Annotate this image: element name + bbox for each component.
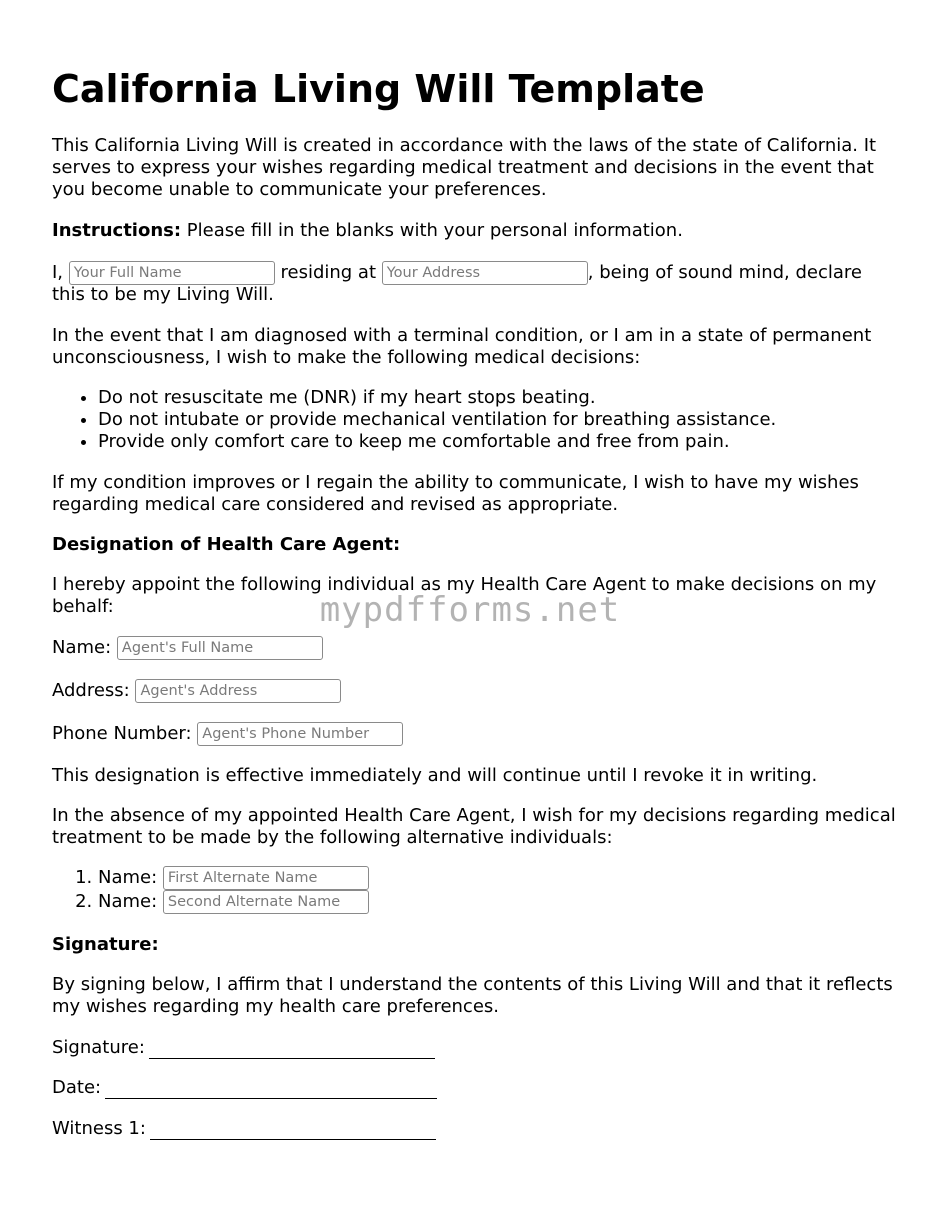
intro-paragraph: This California Living Will is created in accordance with the laws of the state of California. It serves to express your wishes regarding medical treatment and decisions in the event that you become unable to communicate your preferences. bbox=[52, 135, 877, 200]
instructions-label: Instructions: bbox=[52, 220, 182, 241]
decision-item: • Do not resuscitate me (DNR) if my heart stops beating. bbox=[98, 387, 940, 409]
agent-phone-row bbox=[52, 722, 897, 746]
agent-phone-label: Phone Number: bbox=[52, 723, 192, 744]
declaration-middle: residing at bbox=[274, 262, 382, 283]
declaration-prefix: I, bbox=[52, 262, 69, 283]
signature-row bbox=[52, 1037, 897, 1059]
agent-phone-input[interactable]: Agent's Phone Number bbox=[197, 722, 403, 746]
declaration-line-1 bbox=[52, 261, 897, 285]
revision-paragraph: If my condition improves or I regain the ability to communicate, I wish to have my wishes regarding medical care considered and revised as appropriate. bbox=[52, 472, 859, 515]
alternates-intro-paragraph: In the absence of my appointed Health Care Agent, I wish for my decisions regarding medical treatment to be made by the following alternative individuals: bbox=[52, 805, 896, 848]
first-alternate-input[interactable]: First Alternate Name bbox=[163, 866, 369, 890]
effective-paragraph: This designation is effective immediately and will continue until I revoke it in writing. bbox=[52, 765, 818, 786]
declaration-suffix: this to be my Living Will. bbox=[52, 284, 274, 305]
declaration-line-2 bbox=[52, 284, 897, 306]
signature-section-heading bbox=[52, 934, 897, 956]
decision-list bbox=[52, 387, 940, 453]
agent-heading-text: Designation of Health Care Agent: bbox=[52, 534, 401, 555]
agent-address-label: Address: bbox=[52, 680, 130, 701]
alternate-item bbox=[98, 890, 940, 914]
signature-line[interactable] bbox=[149, 1040, 435, 1059]
alternates-list bbox=[52, 866, 940, 914]
agent-section-heading bbox=[52, 534, 897, 556]
agent-name-label: Name: bbox=[52, 637, 112, 658]
date-row bbox=[52, 1077, 897, 1099]
alternate-item bbox=[98, 866, 940, 890]
full-name-input[interactable]: Your Full Name bbox=[69, 261, 275, 285]
agent-name-row bbox=[52, 636, 897, 660]
instructions-text: Please fill in the blanks with your personal information. bbox=[181, 220, 683, 241]
alternate-name-label: Name: bbox=[98, 867, 158, 888]
witness-row bbox=[52, 1118, 897, 1140]
declaration-suffix-start: , being of sound mind, declare bbox=[587, 262, 862, 283]
signature-heading-text: Signature: bbox=[52, 934, 159, 955]
affirm-paragraph: By signing below, I affirm that I understand the contents of this Living Will and that it reflects my wishes regarding my health care preferences. bbox=[52, 974, 893, 1017]
second-alternate-input[interactable]: Second Alternate Name bbox=[163, 890, 369, 914]
decision-item: • Provide only comfort care to keep me comfortable and free from pain. bbox=[98, 431, 940, 453]
agent-appoint-paragraph: I hereby appoint the following individual as my Health Care Agent to make decisions on my behalf: bbox=[52, 574, 877, 617]
signature-label: Signature: bbox=[52, 1037, 145, 1058]
witness-line[interactable] bbox=[150, 1121, 436, 1140]
condition-paragraph: In the event that I am diagnosed with a terminal condition, or I am in a state of permanent unconsciousness, I wish to make the following medical decisions: bbox=[52, 325, 872, 368]
witness-label: Witness 1: bbox=[52, 1118, 146, 1139]
alternate-name-label: Name: bbox=[98, 891, 158, 912]
date-line[interactable] bbox=[105, 1080, 437, 1099]
agent-name-input[interactable]: Agent's Full Name bbox=[117, 636, 323, 660]
instructions-paragraph bbox=[52, 220, 897, 242]
address-input[interactable]: Your Address bbox=[382, 261, 588, 285]
agent-address-row bbox=[52, 679, 897, 703]
date-label: Date: bbox=[52, 1077, 102, 1098]
decision-item: • Do not intubate or provide mechanical ventilation for breathing assistance. bbox=[98, 409, 940, 431]
agent-address-input[interactable]: Agent's Address bbox=[135, 679, 341, 703]
page-title: California Living Will Template bbox=[52, 67, 705, 111]
watermark: mypdfforms.net bbox=[319, 590, 621, 630]
